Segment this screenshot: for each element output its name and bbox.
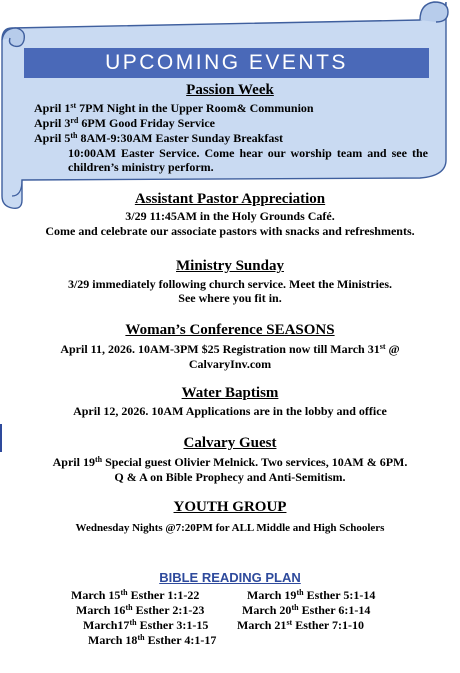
passion-week-line-1: April 1st 7PM Night in the Upper Room& Communion xyxy=(34,101,314,115)
easter-service-line: 10:00AM Easter Service. Come hear our worship team and see the children’s ministry perform. xyxy=(68,146,428,174)
youth-group-line-1: Wednesday Nights @7:20PM for ALL Middle and High Schoolers xyxy=(75,522,385,534)
water-baptism-line-1: April 12, 2026. 10AM Applications are in the lobby and office xyxy=(73,404,387,418)
reading-march-19: March 19th Esther 5:1-14 xyxy=(247,588,376,602)
calvary-guest-line-1: April 19th Special guest Olivier Melnick. Two services, 10AM & 6PM. xyxy=(52,455,408,469)
ministry-sunday-heading: Ministry Sunday xyxy=(176,258,284,274)
reading-march-21: March 21st Esther 7:1-10 xyxy=(237,618,364,632)
ministry-sunday-line-2: See where you fit in. xyxy=(178,291,282,305)
womens-conference-heading: Woman’s Conference SEASONS xyxy=(125,322,335,338)
reading-march-20: March 20th Esther 6:1-14 xyxy=(242,603,371,617)
youth-group-heading: YOUTH GROUP xyxy=(173,499,287,515)
assistant-pastor-line-1: 3/29 11:45AM in the Holy Grounds Café. xyxy=(125,209,335,223)
reading-march-17: March17th Esther 3:1-15 xyxy=(83,618,209,632)
assistant-pastor-line-2: Come and celebrate our associate pastors with snacks and refreshments. xyxy=(45,224,415,238)
upcoming-events-banner: UPCOMING EVENTS xyxy=(24,48,429,78)
calvary-guest-line-2: Q & A on Bible Prophecy and Anti-Semitism. xyxy=(114,470,346,484)
reading-march-18: March 18th Esther 4:1-17 xyxy=(88,633,217,647)
reading-march-15: March 15th Esther 1:1-22 xyxy=(71,588,200,602)
womens-conference-line-2: CalvaryInv.com xyxy=(188,357,272,371)
ministry-sunday-line-1: 3/29 immediately following church service. Meet the Ministries. xyxy=(67,277,393,291)
assistant-pastor-heading: Assistant Pastor Appreciation xyxy=(134,191,326,207)
passion-week-line-2: April 3rd 6PM Good Friday Service xyxy=(34,116,215,130)
passion-week-heading: Passion Week xyxy=(186,82,274,98)
womens-conference-line-1: April 11, 2026. 10AM-3PM $25 Registration now till March 31st @ xyxy=(60,342,400,356)
water-baptism-heading: Water Baptism xyxy=(181,385,279,401)
passion-week-line-3: April 5th 8AM-9:30AM Easter Sunday Breakfast xyxy=(34,131,284,145)
bible-reading-plan-title: BIBLE READING PLAN xyxy=(159,570,301,585)
reading-march-16: March 16th Esther 2:1-23 xyxy=(76,603,205,617)
calvary-guest-heading: Calvary Guest xyxy=(183,435,277,451)
